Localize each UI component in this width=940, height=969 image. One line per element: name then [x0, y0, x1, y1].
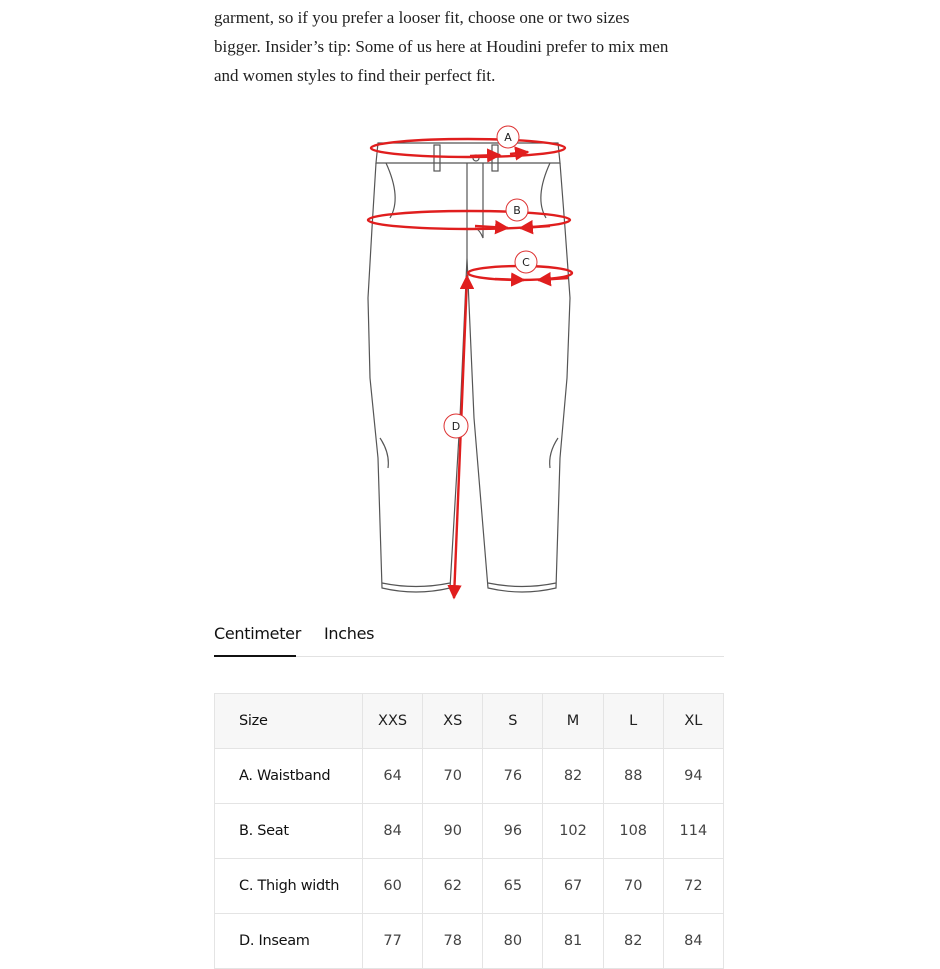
table-cell: 84 [363, 804, 423, 859]
table-cell: 90 [423, 804, 483, 859]
tab-inches[interactable]: Inches [324, 624, 375, 643]
marker-c-label: C [522, 256, 530, 269]
header-s: S [483, 694, 543, 749]
table-cell: 70 [423, 749, 483, 804]
size-chart-table [214, 693, 724, 969]
marker-c [515, 251, 537, 273]
header-xl: XL [663, 694, 723, 749]
table-cell: 84 [663, 914, 723, 969]
marker-a-label: A [504, 131, 512, 144]
pants-illustration [350, 118, 590, 608]
header-size: Size [215, 694, 363, 749]
table-cell: 82 [603, 914, 663, 969]
table-cell: 78 [423, 914, 483, 969]
table-cell: 70 [603, 859, 663, 914]
table-cell: 81 [543, 914, 603, 969]
table-cell: 64 [363, 749, 423, 804]
table-cell: 76 [483, 749, 543, 804]
table-cell: 82 [543, 749, 603, 804]
marker-d-label: D [451, 420, 461, 433]
row-label: B. Seat [215, 804, 363, 859]
pants-measurement-diagram [350, 118, 590, 608]
row-label: C. Thigh width [215, 859, 363, 914]
row-label: D. Inseam [215, 914, 363, 969]
table-cell: 67 [543, 859, 603, 914]
row-label: A. Waistband [215, 749, 363, 804]
table-cell: 65 [483, 859, 543, 914]
table-cell: 60 [363, 859, 423, 914]
table-cell: 88 [603, 749, 663, 804]
tab-centimeter[interactable]: Centimeter [214, 620, 296, 657]
table-cell: 77 [363, 914, 423, 969]
table-cell: 94 [663, 749, 723, 804]
intro-line: and women styles to find their perfect fit. [214, 66, 496, 85]
table-row [215, 749, 724, 804]
table-cell: 96 [483, 804, 543, 859]
marker-a [497, 126, 519, 148]
header-l: L [603, 694, 663, 749]
header-m: M [543, 694, 603, 749]
table-cell: 102 [543, 804, 603, 859]
table-cell: 72 [663, 859, 723, 914]
intro-line: bigger. Insider’s tip: Some of us here at Houdini prefer to mix men [214, 37, 669, 56]
intro-text [214, 3, 734, 90]
header-xs: XS [423, 694, 483, 749]
table-row [215, 804, 724, 859]
table-cell: 108 [603, 804, 663, 859]
marker-d [444, 414, 468, 438]
table-cell: 62 [423, 859, 483, 914]
unit-tabs [214, 616, 724, 657]
table-row [215, 914, 724, 969]
intro-line: garment, so if you prefer a looser fit, choose one or two sizes [214, 8, 630, 27]
table-cell: 80 [483, 914, 543, 969]
table-header-row [215, 694, 724, 749]
table-row [215, 859, 724, 914]
marker-b-label: B [513, 204, 521, 217]
marker-b [506, 199, 528, 221]
table-cell: 114 [663, 804, 723, 859]
header-xxs: XXS [363, 694, 423, 749]
